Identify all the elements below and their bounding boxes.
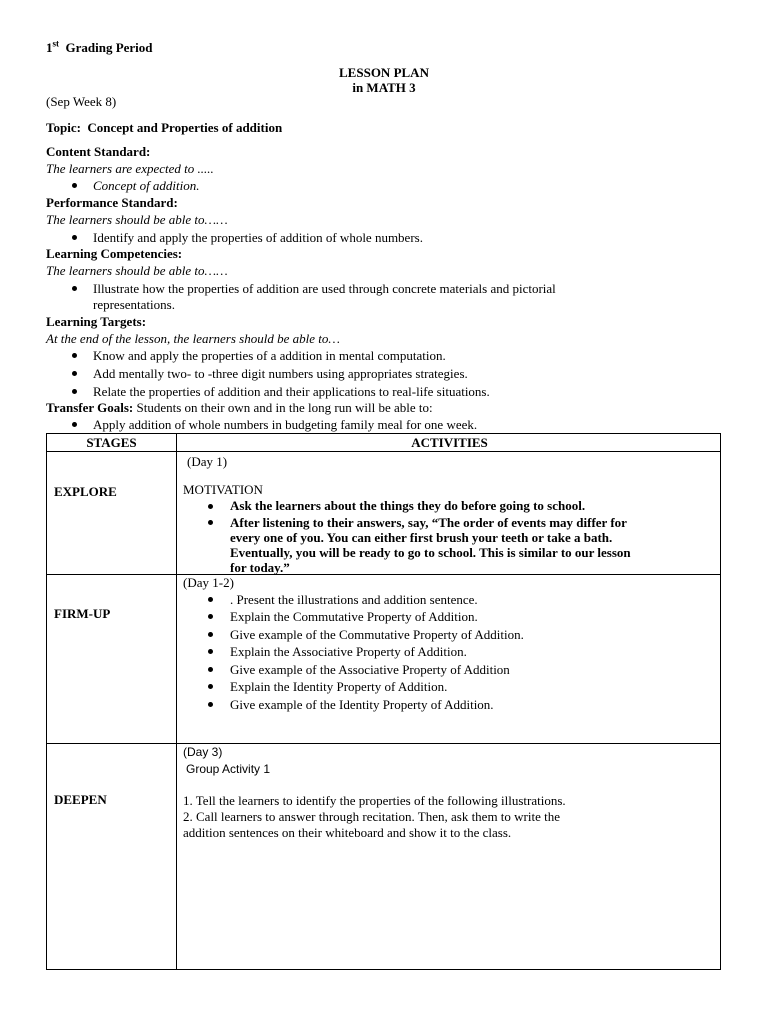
topic-label: Topic: <box>46 120 81 135</box>
grading-period <box>46 39 153 56</box>
grading-label: Grading Period <box>65 40 153 55</box>
bullet-icon <box>72 371 77 376</box>
explore-bullet-2-line: for today.” <box>230 560 290 575</box>
bullet-icon <box>72 422 77 427</box>
content-standard-intro: The learners are expected to ..... <box>46 161 214 176</box>
deepen-line: 1. Tell the learners to identify the properties of the following illustrations. <box>183 793 566 808</box>
learning-target-item: Relate the properties of addition and their applications to real-life situations. <box>93 384 490 399</box>
stages-activities-table <box>46 433 721 970</box>
column-header-activities: ACTIVITIES <box>411 435 488 450</box>
table-row-divider <box>47 451 720 452</box>
transfer-goal-item: Apply addition of whole numbers in budgeting family meal for one week. <box>93 417 478 432</box>
bullet-icon <box>208 614 213 619</box>
firmup-item: Give example of the Associative Property of Addition <box>230 662 510 677</box>
learning-competencies-item-cont: representations. <box>93 297 175 312</box>
stage-deepen: DEEPEN <box>54 792 107 807</box>
content-standard-item: Concept of addition. <box>93 178 200 193</box>
bullet-icon <box>72 235 77 240</box>
bullet-icon <box>208 684 213 689</box>
explore-section-title: MOTIVATION <box>183 482 263 497</box>
bullet-icon <box>208 504 213 509</box>
bullet-icon <box>208 597 213 602</box>
table-row-divider <box>47 743 720 744</box>
transfer-goals-text: Students on their own and in the long run will be able to: <box>136 400 433 415</box>
firmup-item: Give example of the Commutative Property of Addition. <box>230 627 524 642</box>
explore-bullet-2-line: every one of you. You can either first brush your teeth or take a bath. <box>230 530 613 545</box>
grading-number: 1 <box>46 40 53 55</box>
doc-title-line1: LESSON PLAN <box>339 65 429 80</box>
bullet-icon <box>208 520 213 525</box>
learning-targets-intro: At the end of the lesson, the learners should be able to… <box>46 331 340 346</box>
bullet-icon <box>72 353 77 358</box>
deepen-line: 2. Call learners to answer through recitation. Then, ask them to write the <box>183 809 561 824</box>
deepen-line: addition sentences on their whiteboard and show it to the class. <box>183 825 512 840</box>
learning-target-item: Add mentally two- to -three digit numbers using appropriates strategies. <box>93 366 468 381</box>
bullet-icon <box>72 286 77 291</box>
transfer-goals <box>46 399 433 416</box>
performance-standard-heading: Performance Standard: <box>46 195 178 210</box>
stage-explore: EXPLORE <box>54 484 117 499</box>
firmup-item: Explain the Identity Property of Addition. <box>230 679 448 694</box>
grading-ordinal: st <box>52 38 59 49</box>
learning-targets-heading: Learning Targets: <box>46 314 147 329</box>
table-column-divider <box>176 434 177 969</box>
explore-bullet-1: Ask the learners about the things they do before going to school. <box>230 498 586 513</box>
explore-bullet-2-line: Eventually, you will be ready to go to school. This is similar to our lesson <box>230 545 631 560</box>
firmup-item: Explain the Associative Property of Addition. <box>230 644 467 659</box>
learning-competencies-heading: Learning Competencies: <box>46 246 183 261</box>
performance-standard-item: Identify and apply the properties of addition of whole numbers. <box>93 230 423 245</box>
bullet-icon <box>72 389 77 394</box>
learning-competencies-item: Illustrate how the properties of addition are used through concrete materials and pictorial <box>93 281 556 296</box>
deepen-activity-title: Group Activity 1 <box>186 762 271 776</box>
doc-title-line2: in MATH 3 <box>352 80 416 95</box>
bullet-icon <box>208 667 213 672</box>
deepen-day: (Day 3) <box>183 745 223 759</box>
bullet-icon <box>72 183 77 188</box>
learning-target-item: Know and apply the properties of a addition in mental computation. <box>93 348 446 363</box>
firmup-item: . Present the illustrations and addition sentence. <box>230 592 478 607</box>
firmup-item: Explain the Commutative Property of Addition. <box>230 609 478 624</box>
column-header-stages: STAGES <box>86 435 137 450</box>
bullet-icon <box>208 702 213 707</box>
bullet-icon <box>208 649 213 654</box>
table-row-divider <box>47 574 720 575</box>
topic <box>46 119 282 136</box>
explore-bullet-2-line: After listening to their answers, say, “The order of events may differ for <box>230 515 627 530</box>
transfer-goals-heading: Transfer Goals: <box>46 400 134 415</box>
topic-value: Concept and Properties of addition <box>87 120 283 135</box>
explore-day: (Day 1) <box>187 454 228 469</box>
performance-standard-intro: The learners should be able to…… <box>46 212 228 227</box>
stage-firm-up: FIRM-UP <box>54 606 111 621</box>
firmup-item: Give example of the Identity Property of Addition. <box>230 697 494 712</box>
bullet-icon <box>208 632 213 637</box>
firmup-day: (Day 1-2) <box>183 575 234 590</box>
week-label: (Sep Week 8) <box>46 94 117 109</box>
learning-competencies-intro: The learners should be able to…… <box>46 263 228 278</box>
content-standard-heading: Content Standard: <box>46 144 151 159</box>
